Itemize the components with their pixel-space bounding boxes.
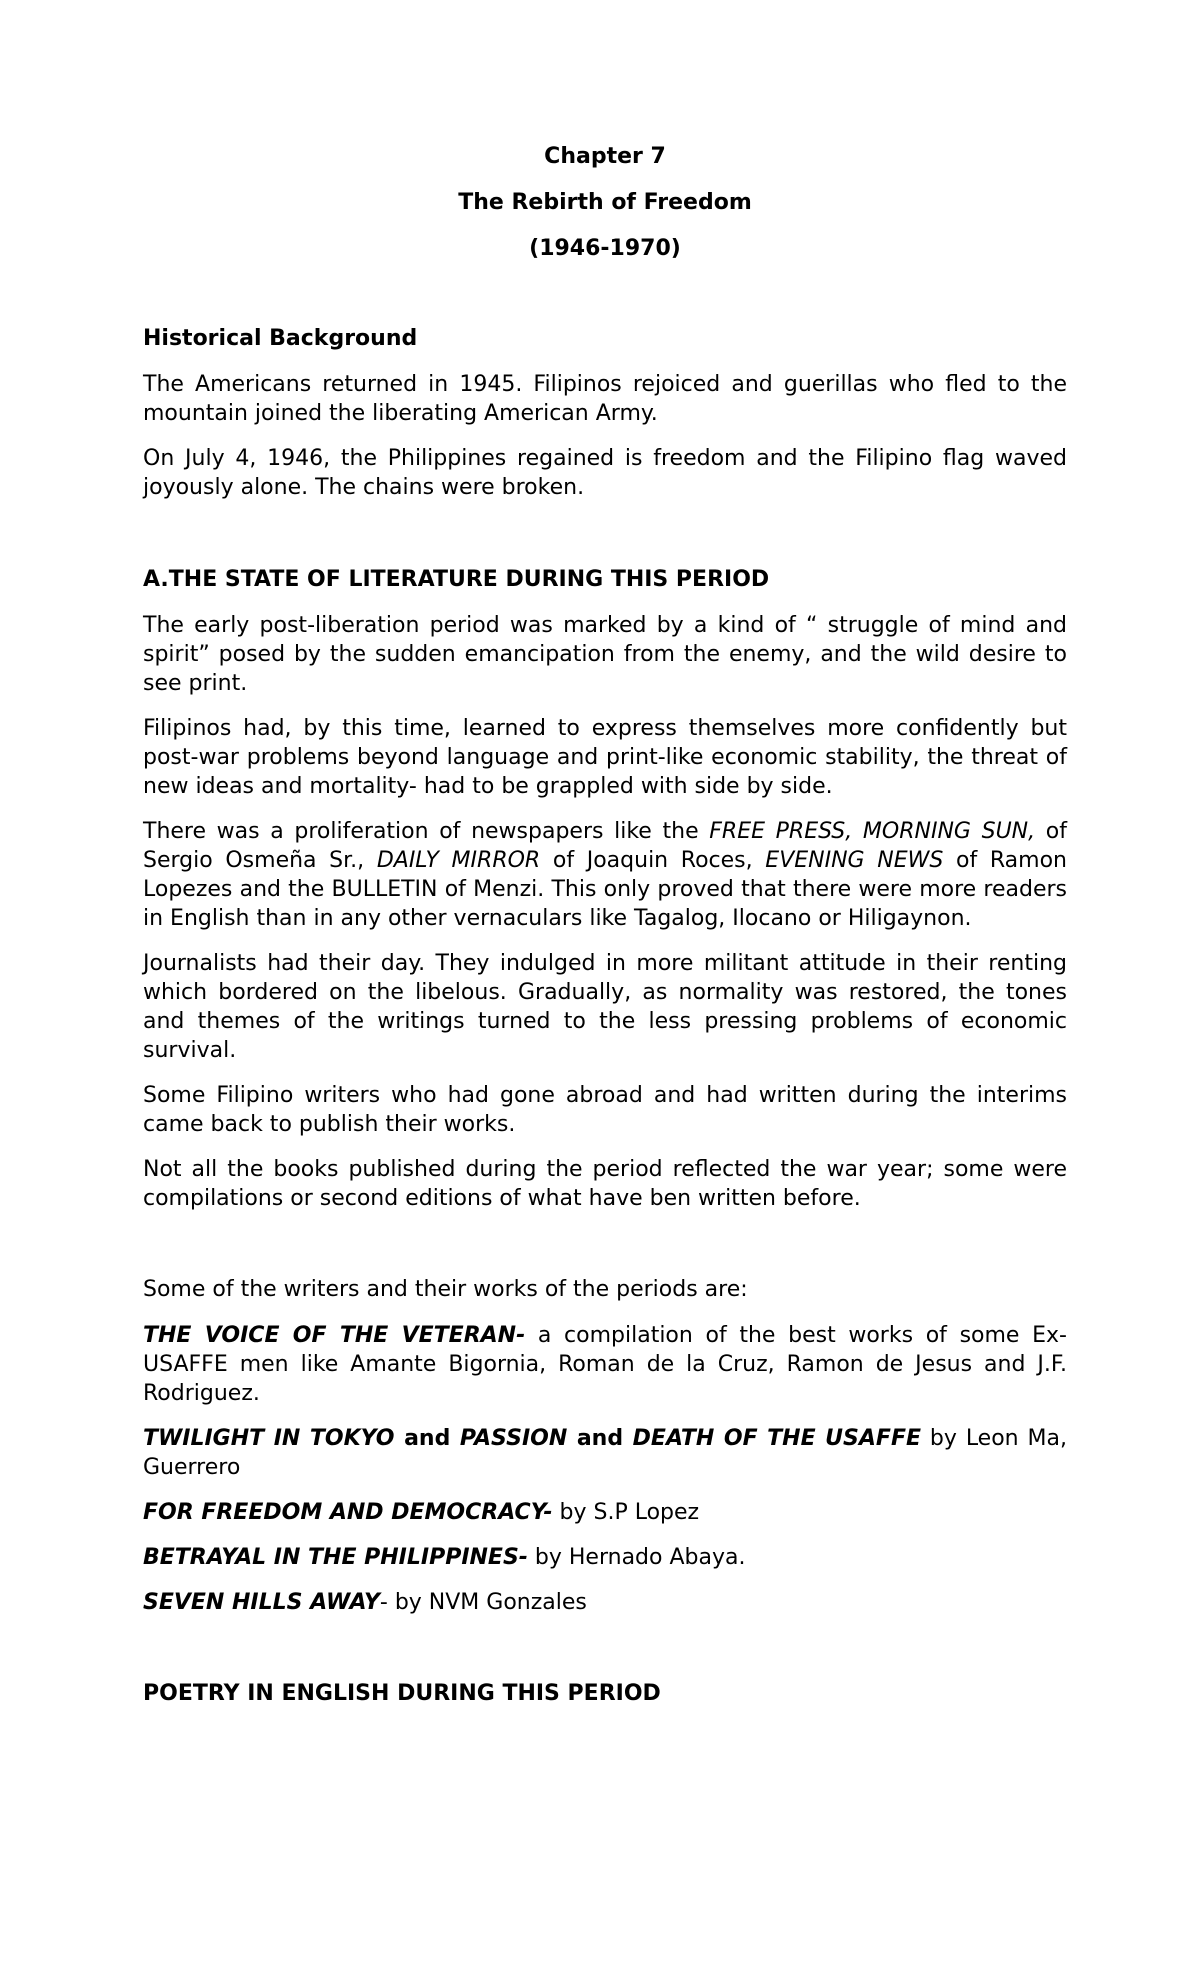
- evening-news-title: EVENING NEWS: [765, 848, 944, 873]
- chapter-title: The Rebirth of Freedom: [458, 190, 752, 215]
- free-press-title: FREE PRESS, MORNING SUN,: [709, 819, 1036, 844]
- state-paragraph-4: Journalists had their day. They indulged in more militant attitude in their renting which bordered on the libelous. Gradually, as normality was restored, the tones and themes of the writings turned to the less pressing problems of economic survival.: [143, 951, 1067, 1063]
- work-title-2: PASSION: [459, 1426, 568, 1451]
- work-author: by Hernado Abaya.: [527, 1545, 746, 1570]
- state-paragraph-5: Some Filipino writers who had gone abroad and had written during the interims came back to publish their works.: [143, 1083, 1067, 1137]
- works-intro: Some of the writers and their works of the periods are:: [143, 1277, 748, 1302]
- historical-paragraph-1: The Americans returned in 1945. Filipinos rejoiced and guerillas who fled to the mountain joined the liberating American Army.: [143, 372, 1067, 426]
- work-title: THE VOICE OF THE VETERAN: [143, 1323, 517, 1348]
- p3-text-2: of Sergio Osmeña Sr.,: [143, 819, 1067, 873]
- work-item-guerrero: [143, 1424, 1067, 1482]
- p3-text-1: There was a proliferation of newspapers like the: [143, 819, 710, 844]
- work-item-betrayal: [143, 1543, 1067, 1572]
- and-2: and: [567, 1426, 633, 1451]
- work-author: by S.P Lopez: [552, 1500, 700, 1525]
- work-item-voice-of-veteran: [143, 1321, 1067, 1408]
- work-title-3: DEATH OF THE USAFFE: [632, 1426, 922, 1451]
- p3-text-4: of Ramon Lopezes and the BULLETIN of Menzi. This only proved that there were more readers in English than in any other vernaculars like Tagalog, Ilocano or Hiligaynon.: [143, 848, 1067, 931]
- historical-heading: Historical Background: [143, 326, 418, 351]
- work-dash: -: [516, 1323, 526, 1348]
- work-author: - by NVM Gonzales: [379, 1590, 587, 1615]
- state-paragraph-1: The early post-liberation period was marked by a kind of “ struggle of mind and spirit” posed by the sudden emancipation from the enemy, and the wild desire to see print.: [143, 613, 1067, 696]
- historical-paragraph-2: On July 4, 1946, the Philippines regained is freedom and the Filipino flag waved joyously alone. The chains were broken.: [143, 446, 1067, 500]
- work-title: SEVEN HILLS AWAY: [143, 1590, 380, 1615]
- work-title: FOR FREEDOM AND DEMOCRACY-: [143, 1500, 553, 1525]
- work-description: a compilation of the best works of some Ex-USAFFE men like Amante Bigornia, Roman de la Cruz, Ramon de Jesus and J.F. Rodriguez.: [143, 1323, 1067, 1406]
- chapter-number: Chapter 7: [544, 144, 666, 169]
- chapter-years: (1946-1970): [529, 236, 681, 261]
- work-item-seven-hills: [143, 1588, 1067, 1617]
- and-1: and: [394, 1426, 460, 1451]
- poetry-heading: POETRY IN ENGLISH DURING THIS PERIOD: [143, 1681, 661, 1706]
- state-heading: A.THE STATE OF LITERATURE DURING THIS PERIOD: [143, 567, 770, 592]
- state-paragraph-2: Filipinos had, by this time, learned to express themselves more confidently but post-war problems beyond language and print-like economic stability, the threat of new ideas and mortality- had to be grappled with side by side.: [143, 716, 1067, 799]
- work-title: BETRAYAL IN THE PHILIPPINES-: [143, 1545, 528, 1570]
- daily-mirror-title: DAILY MIRROR: [376, 848, 541, 873]
- work-title-1: TWILIGHT IN TOKYO: [143, 1426, 395, 1451]
- work-author: by Leon Ma, Guerrero: [143, 1426, 1067, 1480]
- p3-text-3: of Joaquin Roces,: [540, 848, 766, 873]
- state-paragraph-6: Not all the books published during the period reflected the war year; some were compilations or second editions of what have ben written before.: [143, 1157, 1067, 1211]
- state-paragraph-3: [143, 817, 1067, 933]
- document-page: [143, 0, 1067, 1708]
- work-item-freedom-democracy: [143, 1498, 1067, 1527]
